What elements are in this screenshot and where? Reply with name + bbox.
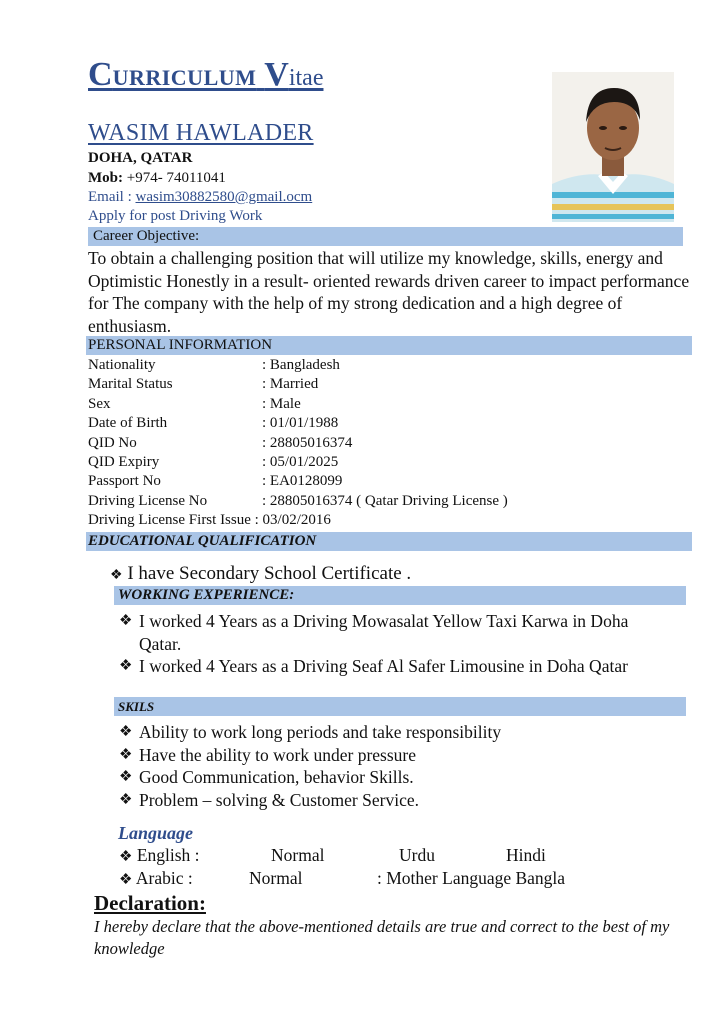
list-item (119, 610, 664, 655)
diamond-bullet-icon: ❖ (119, 849, 133, 865)
diamond-bullet-icon: ❖ (119, 613, 133, 629)
email-label: Email : (88, 189, 136, 205)
list-item (119, 789, 664, 812)
education-text: I have Secondary School Certificate . (127, 563, 412, 584)
skill-text: Ability to work long periods and take responsibility (139, 722, 502, 742)
language-level: Normal (271, 845, 325, 865)
personal-label: Nationality (88, 357, 156, 373)
personal-value: : 01/01/1988 (262, 415, 339, 432)
personal-label: Driving License No (88, 492, 208, 509)
personal-value: : EA0128099 (262, 473, 343, 490)
person-photo-icon (552, 72, 674, 222)
language-note: : Mother Language Bangla (377, 868, 566, 888)
language-name: Arabic : (135, 868, 193, 888)
personal-label: QID No (88, 434, 137, 451)
language-heading: Language (118, 823, 194, 843)
work-list (119, 610, 664, 678)
mobile-label: Mob: (88, 170, 123, 186)
cv-title (88, 56, 323, 94)
personal-value: : 05/01/2025 (262, 453, 339, 470)
personal-info-heading: PERSONAL INFORMATION (86, 336, 692, 355)
profile-photo (552, 72, 674, 222)
career-objective-text: To obtain a challenging position that will utilize my knowledge, skills, energy and Optimistic Honestly in a result- oriented rewards driven career to impact performance for The company with the help of my strong dedication and a high degree of enthusiasm. (88, 248, 690, 337)
personal-value: : Male (262, 395, 301, 412)
diamond-bullet-icon: ❖ (119, 724, 133, 740)
skill-text: Good Communication, behavior Skills. (139, 767, 414, 787)
diamond-bullet-icon: ❖ (119, 872, 133, 888)
candidate-name: WASIM HAWLADER (88, 120, 314, 146)
cv-title-c: C (88, 56, 113, 93)
work-heading: WORKING EXPERIENCE: (114, 586, 686, 605)
list-item (119, 721, 664, 744)
list-item (119, 766, 664, 789)
personal-label: Marital Status (88, 376, 173, 393)
diamond-bullet-icon: ❖ (110, 568, 123, 583)
diamond-bullet-icon: ❖ (119, 791, 133, 808)
language-level: Normal (249, 868, 303, 888)
skills-list (119, 721, 664, 811)
language-name-2: Urdu (399, 845, 435, 865)
location: DOHA, QATAR (88, 150, 193, 166)
mobile (88, 170, 226, 187)
apply-post: Apply for post Driving Work (88, 208, 263, 224)
email-link[interactable]: wasim30882580@gmail.ocm (135, 189, 313, 205)
work-item-text: I worked 4 Years as a Driving Seaf Al Safer Limousine in Doha Qatar (139, 656, 628, 676)
email (88, 189, 312, 206)
diamond-bullet-icon: ❖ (119, 769, 133, 785)
cv-title-v: V (264, 56, 289, 93)
education-item (110, 563, 411, 585)
skill-text: Problem – solving & Customer Service. (139, 789, 419, 810)
language-row-arabic (119, 868, 566, 889)
career-objective-heading: Career Objective: (88, 227, 683, 246)
mobile-value: +974- 74011041 (123, 170, 226, 186)
work-item-text: I worked 4 Years as a Driving Mowasalat Yellow Taxi Karwa in Doha Qatar. (139, 611, 629, 654)
personal-label: Passport No (88, 473, 161, 490)
list-item (119, 744, 664, 767)
cv-title-urriculum: URRICULUM (112, 65, 257, 90)
language-name: English : (136, 845, 200, 865)
personal-label: Sex (88, 395, 111, 412)
personal-label: QID Expiry (88, 453, 160, 470)
personal-value: : 28805016374 ( Qatar Driving License ) (262, 492, 508, 509)
skills-heading: SKILS (114, 697, 686, 716)
first-issue-text: Driving License First Issue : 03/02/2016 (88, 512, 331, 529)
personal-label: Date of Birth (88, 415, 168, 432)
language-row-english (119, 845, 546, 866)
education-heading: EDUCATIONAL QUALIFICATION (86, 532, 692, 551)
declaration-text: I hereby declare that the above-mentioned details are true and correct to the best of my knowledge (94, 917, 670, 958)
diamond-bullet-icon: ❖ (119, 746, 133, 763)
language-level-2: Hindi (506, 845, 546, 865)
list-item (119, 655, 664, 678)
personal-value: : 28805016374 (262, 434, 353, 451)
personal-value: : Married (262, 376, 319, 393)
personal-value: : Bangladesh (262, 357, 340, 373)
diamond-bullet-icon: ❖ (119, 658, 133, 674)
cv-title-itae: itae (288, 65, 324, 91)
skill-text: Have the ability to work under pressure (139, 744, 417, 765)
declaration-heading: Declaration: (94, 891, 206, 915)
